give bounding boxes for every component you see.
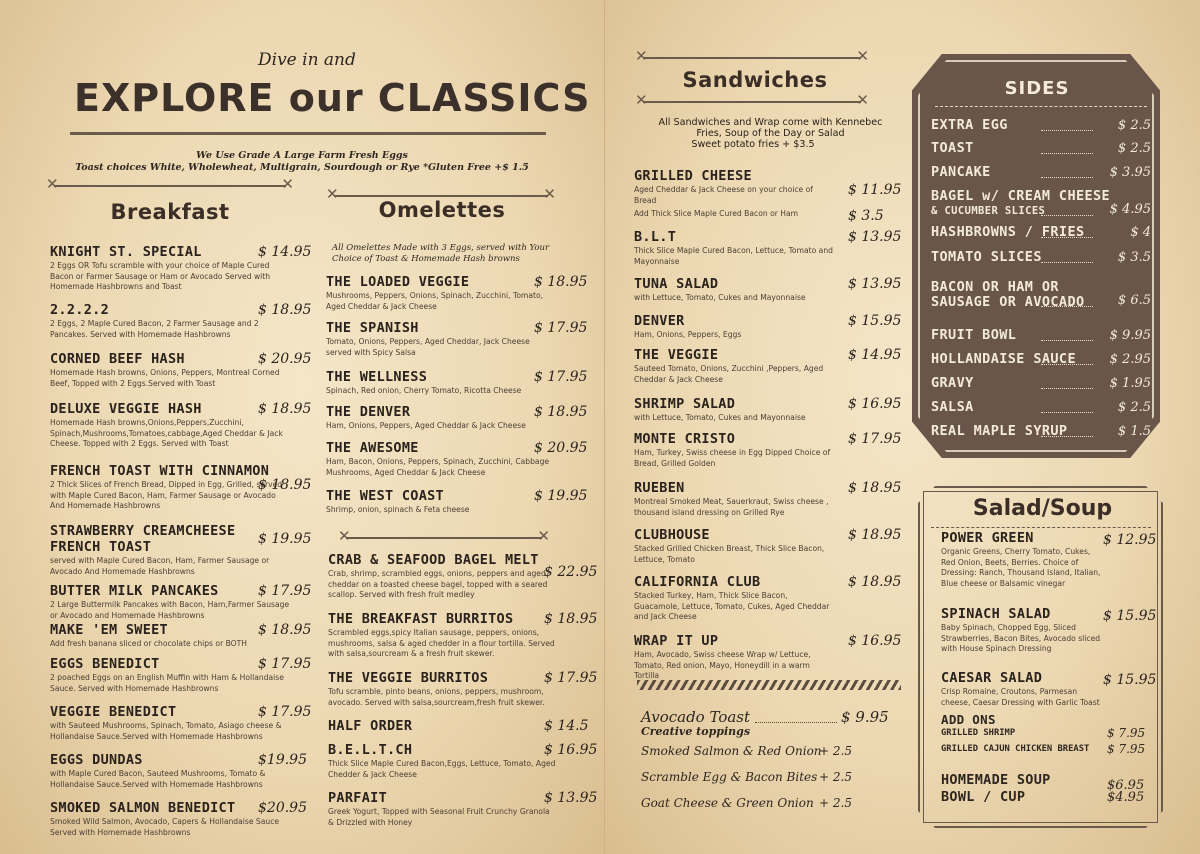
menu-item[interactable] [634, 347, 904, 385]
menu-item[interactable] [328, 552, 598, 601]
item-name: THE WEST COAST [326, 488, 444, 504]
menu-item[interactable] [328, 742, 598, 780]
item-price: $ 15.95 [848, 313, 902, 329]
item-price: $ 17.95 [544, 670, 598, 686]
side-item[interactable] [931, 280, 1151, 312]
item-name: 2.2.2.2 [50, 302, 109, 318]
item-price: $ 13.95 [848, 276, 902, 292]
side-price: $ 4 [1130, 225, 1151, 240]
menu-item[interactable] [634, 276, 904, 304]
menu-item[interactable] [634, 208, 904, 224]
item-name: B.L.T [634, 229, 677, 245]
menu-item[interactable] [941, 530, 1157, 589]
side-price: $ 2.5 [1117, 118, 1151, 133]
item-price: $ 18.95 [258, 622, 312, 638]
dot-leader [1041, 436, 1093, 437]
omelettes-title: Omelettes [378, 198, 506, 222]
headline: EXPLORE our CLASSICS [74, 76, 591, 120]
item-description: Mushrooms, Peppers, Onions, Spinach, Zucchini, Tomato, Aged Cheddar & Jack Cheese [326, 291, 544, 311]
side-name: REAL MAPLE SYRUP [931, 423, 1068, 439]
menu-item[interactable] [326, 488, 586, 516]
item-name: THE VEGGIE [634, 347, 719, 363]
side-item[interactable] [931, 250, 1151, 268]
menu-item[interactable] [941, 670, 1157, 708]
item-description: Greek Yogurt, Topped with Seasonal Fruit Crunchy Granola & Drizzled with Honey [328, 807, 550, 827]
item-name: VEGGIE BENEDICT [50, 704, 177, 720]
item-description: Sauteed Tomato, Onions, Zucchini ,Peppers, Aged Cheddar & Jack Cheese [634, 364, 824, 384]
menu-item[interactable] [634, 313, 904, 341]
item-description: Ham, Bacon, Onions, Peppers, Spinach, Zucchini, Cabbage Mushrooms, Aged Cheddar & Jack Cheese [326, 457, 550, 477]
item-description: Scrambled eggs,spicy Italian sausage, peppers, onions, mushrooms, salsa & aged chedder in a flour tortilla. Served with salsa,sourcream & a fresh fruit skewer. [328, 628, 555, 658]
item-price: $ 18.95 [544, 611, 598, 627]
menu-item[interactable] [50, 401, 310, 450]
side-price: $ 3.95 [1109, 165, 1151, 180]
menu-item[interactable] [50, 704, 310, 742]
menu-item[interactable] [326, 404, 586, 432]
addon-price: $ 7.95 [1107, 742, 1146, 756]
item-name: KNIGHT ST. SPECIAL [50, 244, 202, 260]
item-price: $20.95 [258, 800, 307, 816]
menu-item[interactable] [50, 800, 310, 838]
item-price: $ 14.95 [848, 347, 902, 363]
side-item[interactable] [931, 225, 1151, 243]
item-description: Tomato, Onions, Peppers, Aged Cheddar, Jack Cheese served with Spicy Salsa [326, 337, 530, 357]
item-name: THE VEGGIE BURRITOS [328, 670, 489, 686]
item-price: $ 19.95 [258, 531, 312, 547]
item-description: with Lettuce, Tomato, Cukes and Mayonnaise [634, 293, 806, 302]
dot-leader [1041, 306, 1093, 307]
item-description: Montreal Smoked Meat, Sauerkraut, Swiss cheese , thousand island dressing on Grilled Rye [634, 497, 829, 517]
topping-price: + 2.5 [819, 796, 852, 810]
item-description: Ham, Onions, Peppers, Eggs [634, 330, 742, 339]
side-price: $ 1.5 [1117, 424, 1151, 439]
item-name: WRAP IT UP [634, 633, 719, 649]
menu-item[interactable] [326, 440, 586, 478]
side-name: BAGEL w/ CREAM CHEESE [931, 188, 1111, 204]
item-name: THE AWESOME [326, 440, 419, 456]
item-price: $ 11.95 [848, 182, 902, 198]
item-description: Homemade Hash browns,Onions,Peppers,Zucchini, Spinach,Mushrooms,Tomatoes,cabbage,Aged Cheddar & Jack Cheese. Topped with 2 Eggs. Served with Toast [50, 418, 283, 448]
dot-leader [1041, 412, 1093, 413]
item-description: Homemade Hash browns, Onions, Peppers, Montreal Corned Beef, Topped with 2 Eggs.Served with Toast [50, 368, 280, 388]
item-price: $ 19.95 [534, 488, 588, 504]
menu-item[interactable] [50, 351, 310, 389]
side-item[interactable] [931, 400, 1151, 418]
item-price: $ 20.95 [258, 351, 312, 367]
item-description: Thick Slice Maple Cured Bacon,Eggs, Lettuce, Tomato, Aged Chedder & Jack Cheese [328, 759, 556, 779]
topping-price: + 2.5 [819, 770, 852, 784]
item-description: Stacked Grilled Chicken Breast, Thick Slice Bacon, Lettuce, Tomato [634, 544, 825, 564]
item-price: $ 18.95 [258, 477, 312, 493]
item-name: THE LOADED VEGGIE [326, 274, 470, 290]
menu-item[interactable] [50, 302, 310, 340]
sweet-potato-note: Sweet potato fries + $3.5 [691, 139, 815, 150]
side-name-line2: SAUSAGE OR AVOCADO [931, 294, 1085, 310]
breakfast-title: Breakfast [110, 200, 230, 224]
side-item[interactable] [931, 118, 1151, 136]
item-price: $ 3.5 [848, 208, 884, 224]
avocado-title: Avocado Toast [641, 708, 751, 726]
item-price: $ 17.95 [258, 583, 312, 599]
side-price: $ 1.95 [1109, 376, 1151, 391]
side-name: GRAVY [931, 375, 974, 391]
item-name: SMOKED SALMON BENEDICT [50, 800, 236, 816]
salad-soup-title: Salad/Soup [972, 496, 1113, 521]
item-price: $ 18.95 [258, 302, 312, 318]
item-name: CRAB & SEAFOOD BAGEL MELT [328, 552, 539, 568]
soup-price-2: $4.95 [1107, 790, 1145, 805]
soup-price-1: $6.95 [1107, 778, 1145, 793]
side-price: $ 4.95 [1109, 202, 1151, 217]
item-description: Baby Spinach, Chopped Egg, Sliced Strawberries, Bacon Bites, Avocado sliced with House Spinach Dressing [941, 623, 1101, 653]
menu-item[interactable] [50, 583, 310, 621]
topping-price: + 2.5 [819, 744, 852, 758]
item-name: THE WELLNESS [326, 369, 428, 385]
item-name: TUNA SALAD [634, 276, 719, 292]
item-price: $ 18.95 [534, 404, 588, 420]
item-price: $ 18.95 [848, 574, 902, 590]
dot-leader [1041, 262, 1093, 263]
menu-item[interactable] [328, 611, 598, 660]
addons-title: ADD ONS [941, 712, 996, 727]
item-name: B.E.L.T.CH [328, 742, 413, 758]
divider: ✕ ✕ [635, 47, 869, 65]
menu-item[interactable] [634, 229, 904, 267]
item-description: Organic Greens, Cherry Tomato, Cukes, Red Onion, Beets, Berries. Choice of Dressing: Ranch, Thousand Island, Italian, Blue cheese or Balsamic vinegar [941, 547, 1101, 588]
topping-name: Smoked Salmon & Red Onion [641, 744, 822, 758]
side-item[interactable] [931, 328, 1151, 346]
menu-item[interactable] [50, 463, 310, 512]
item-name: PARFAIT [328, 790, 387, 806]
avocado-price: $ 9.95 [841, 708, 889, 726]
item-description: Add Thick Slice Maple Cured Bacon or Ham [634, 209, 799, 218]
item-price: $ 20.95 [534, 440, 588, 456]
item-price: $ 18.95 [258, 401, 312, 417]
item-name: BUTTER MILK PANCAKES [50, 583, 219, 599]
item-price: $ 17.95 [534, 369, 588, 385]
sandwiches-note: All Sandwiches and Wrap come with Kennebec Fries, Soup of the Day or Salad [658, 117, 883, 139]
item-description: with Sauteed Mushrooms, Spinach, Tomato, Asiago cheese & Hollandaise Sauce.Served with Homemade Hashbrowns [50, 721, 282, 741]
item-name: CAESAR SALAD [941, 670, 1043, 686]
addon-price: $ 7.95 [1107, 726, 1146, 740]
item-price: $19.95 [258, 752, 307, 768]
item-price: $ 14.5 [544, 718, 589, 734]
sides-title: SIDES [1004, 78, 1070, 99]
side-name: TOMATO SLICES [931, 249, 1042, 265]
stripe-divider [637, 680, 901, 690]
item-description: served with Maple Cured Bacon, Ham, Farmer Sausage or Avocado And Homemade Hashbrowns [50, 556, 270, 576]
item-price: $ 17.95 [534, 320, 588, 336]
item-price: $ 18.95 [534, 274, 588, 290]
dot-leader [1041, 237, 1093, 238]
menu-item[interactable] [50, 656, 310, 694]
item-description: Smoked Wild Salmon, Avocado, Capers & Hollandaise Sauce Served with Homemade Hashbrowns [50, 817, 280, 837]
sides-title-rule [935, 106, 1147, 107]
dot-leader [755, 722, 837, 723]
menu-item[interactable] [50, 244, 310, 293]
menu-item[interactable] [634, 431, 904, 469]
side-name: FRUIT BOWL [931, 327, 1017, 343]
side-item[interactable] [931, 376, 1151, 394]
side-name: PANCAKE [931, 164, 991, 180]
omelettes-note: All Omelettes Made with 3 Eggs, served with Your Choice of Toast & Homemade Hash browns [332, 243, 550, 264]
item-description: with Maple Cured Bacon, Sauteed Mushrooms, Tomato & Hollandaise Sauce.Served with Homemade Hashbrowns [50, 769, 266, 789]
item-name: MONTE CRISTO [634, 431, 736, 447]
item-description: Shrimp, onion, spinach & Feta cheese [326, 505, 470, 514]
item-price: $ 18.95 [848, 480, 902, 496]
menu-item[interactable] [634, 396, 904, 424]
item-name: HALF ORDER [328, 718, 413, 734]
sandwiches-title: Sandwiches [682, 68, 828, 92]
menu-item[interactable] [326, 369, 586, 397]
item-description: Crisp Romaine, Croutons, Parmesan cheese, Caesar Dressing with Garlic Toast [941, 687, 1100, 707]
item-name: POWER GREEN [941, 530, 1034, 546]
side-name-line2: & CUCUMBER SLICES [931, 205, 1046, 217]
dot-leader [1041, 153, 1093, 154]
item-price: $ 15.95 [1103, 672, 1157, 688]
side-item[interactable] [931, 189, 1151, 221]
item-description: 2 poached Eggs on an English Muffin with Ham & Hollandaise Sauce. Served with Homemade Hashbrowns [50, 673, 284, 693]
side-name: BACON OR HAM OR [931, 279, 1059, 295]
right-page [604, 0, 1200, 854]
side-price: $ 3.5 [1117, 250, 1151, 265]
headline-underline [70, 132, 546, 135]
item-price: $ 13.95 [544, 790, 598, 806]
divider: ✕ ✕ [46, 175, 294, 193]
item-price: $ 16.95 [848, 396, 902, 412]
item-name: CLUBHOUSE [634, 527, 710, 543]
menu-item[interactable] [326, 320, 586, 358]
item-name: EGGS BENEDICT [50, 656, 160, 672]
topping-name: Scramble Egg & Bacon Bites [641, 770, 818, 784]
item-description: Add fresh banana sliced or chocolate chips or BOTH [50, 639, 248, 648]
item-description: Spinach, Red onion, Cherry Tomato, Ricotta Cheese [326, 386, 522, 395]
side-name: HOLLANDAISE SAUCE [931, 351, 1076, 367]
dive-in-text: Dive in and [258, 50, 356, 70]
item-description: 2 Large Buttermilk Pancakes with Bacon, Ham,Farmer Sausage or Avocado and Homemade Hashbrowns [50, 600, 290, 620]
item-description: Ham, Turkey, Swiss cheese in Egg Dipped Choice of Bread, Grilled Golden [634, 448, 831, 468]
menu-item[interactable] [634, 574, 904, 623]
soup-name-1: HOMEMADE SOUP [941, 772, 1051, 788]
menu-item[interactable] [634, 480, 904, 518]
item-price: $ 22.95 [544, 564, 598, 580]
addon-row[interactable] [941, 728, 1157, 742]
addon-name: GRILLED CAJUN CHICKEN BREAST [941, 744, 1090, 754]
toast-note: Toast choices White, Wholewheat, Multigrain, Sourdough or Rye *Gluten Free +$ 1.5 [75, 162, 529, 173]
item-price: $ 17.95 [258, 656, 312, 672]
item-price: $ 14.95 [258, 244, 312, 260]
item-price: $ 18.95 [848, 527, 902, 543]
item-description: Crab, shrimp, scrambled eggs, onions, peppers and aged cheddar on a toasted cheese bagel, topped with a seared scallop. Served with fresh fruit medley [328, 569, 548, 599]
item-description: 2 Eggs, 2 Maple Cured Bacon, 2 Farmer Sausage and 2 Pancakes. Served with Homemade Hashbrowns [50, 319, 259, 339]
dot-leader [1041, 388, 1093, 389]
item-description: Tofu scramble, pinto beans, onions, peppers, mushroom, avocado. Served with salsa,sourcream,fresh fruit skewer. [328, 687, 545, 707]
menu-item[interactable] [634, 633, 904, 682]
dot-leader [1041, 364, 1093, 365]
side-name: EXTRA EGG [931, 117, 1008, 133]
item-name: THE BREAKFAST BURRITOS [328, 611, 514, 627]
side-item[interactable] [931, 352, 1151, 370]
item-price: $ 16.95 [848, 633, 902, 649]
divider: ✕ ✕ [338, 527, 550, 545]
item-name: EGGS DUNDAS [50, 752, 143, 768]
side-item[interactable] [931, 165, 1151, 183]
side-name: SALSA [931, 399, 974, 415]
item-name: SPINACH SALAD [941, 606, 1051, 622]
dot-leader [1041, 215, 1093, 216]
item-description: Aged Cheddar & Jack Cheese on your choice of Bread [634, 185, 813, 205]
item-name: CORNED BEEF HASH [50, 351, 185, 367]
item-name: THE DENVER [326, 404, 411, 420]
item-price: $ 16.95 [544, 742, 598, 758]
item-price: $ 13.95 [848, 229, 902, 245]
eggs-note: We Use Grade A Large Farm Fresh Eggs [196, 150, 408, 161]
addon-name: GRILLED SHRIMP [941, 728, 1016, 738]
item-description: Ham, Onions, Peppers, Aged Cheddar & Jack Cheese [326, 421, 526, 430]
menu-item[interactable] [941, 606, 1157, 655]
menu-item[interactable] [50, 622, 310, 650]
item-price: $ 12.95 [1103, 532, 1157, 548]
side-item[interactable] [931, 141, 1151, 159]
side-price: $ 2.5 [1117, 141, 1151, 156]
item-price: $ 17.95 [848, 431, 902, 447]
item-description: 2 Thick Slices of French Bread, Dipped in Egg, Grilled, served with Maple Cured Bacon, Ham, Farmer Sausage or Avocado And Homemade Hashbrowns [50, 480, 283, 510]
item-description: Thick Slice Maple Cured Bacon, Lettuce, Tomato and Mayonnaise [634, 246, 833, 266]
item-name: DENVER [634, 313, 685, 329]
dot-leader [1041, 130, 1093, 131]
item-name: SHRIMP SALAD [634, 396, 736, 412]
side-name: TOAST [931, 140, 974, 156]
item-name: MAKE 'EM SWEET [50, 622, 168, 638]
item-name: CALIFORNIA CLUB [634, 574, 761, 590]
item-description: Stacked Turkey, Ham, Thick Slice Bacon, Guacamole, Lettuce, Tomato, Cukes, Aged Cheddar and Jack Cheese [634, 591, 830, 621]
side-name: HASHBROWNS / FRIES [931, 224, 1085, 240]
menu-item[interactable] [634, 527, 904, 565]
menu-item[interactable] [328, 670, 598, 708]
item-description: Ham, Avocado, Swiss cheese Wrap w/ Lettuce, Tomato, Red onion, Mayo, Honeydill in a warm Tortilla [634, 650, 811, 680]
item-description: with Lettuce, Tomato, Cukes and Mayonnaise [634, 413, 806, 422]
side-price: $ 6.5 [1117, 293, 1151, 308]
item-description: 2 Eggs OR Tofu scramble with your choice of Maple Cured Bacon or Farmer Sausage or Ham or Avocado Served with Homemade Hashbrowns and Toast [50, 261, 271, 291]
item-name: GRILLED CHEESE [634, 168, 752, 184]
menu-item[interactable] [326, 274, 586, 312]
menu-item[interactable] [634, 168, 904, 206]
divider: ✕ ✕ [326, 185, 556, 203]
side-price: $ 9.95 [1109, 328, 1151, 343]
item-name: RUEBEN [634, 480, 685, 496]
item-name: FRENCH TOAST WITH CINNAMON [50, 463, 270, 479]
menu-item[interactable] [50, 523, 310, 577]
divider: ✕ ✕ [635, 91, 869, 109]
dot-leader [1041, 177, 1093, 178]
menu-item[interactable] [50, 752, 310, 790]
item-name: STRAWBERRY CREAMCHEESE FRENCH TOAST [50, 523, 236, 555]
addon-row[interactable] [941, 744, 1157, 758]
side-price: $ 2.95 [1109, 352, 1151, 367]
menu-item[interactable] [328, 790, 598, 828]
item-price: $ 17.95 [258, 704, 312, 720]
side-price: $ 2.5 [1117, 400, 1151, 415]
side-item[interactable] [931, 424, 1151, 442]
item-name: DELUXE VEGGIE HASH [50, 401, 202, 417]
soup-name-2: BOWL / CUP [941, 789, 1026, 805]
salad-title-rule [931, 527, 1151, 528]
item-price: $ 15.95 [1103, 608, 1157, 624]
topping-name: Goat Cheese & Green Onion [641, 796, 814, 810]
avocado-subtitle: Creative toppings [641, 725, 751, 738]
menu-item[interactable] [328, 718, 590, 734]
item-name: THE SPANISH [326, 320, 419, 336]
dot-leader [1041, 340, 1093, 341]
